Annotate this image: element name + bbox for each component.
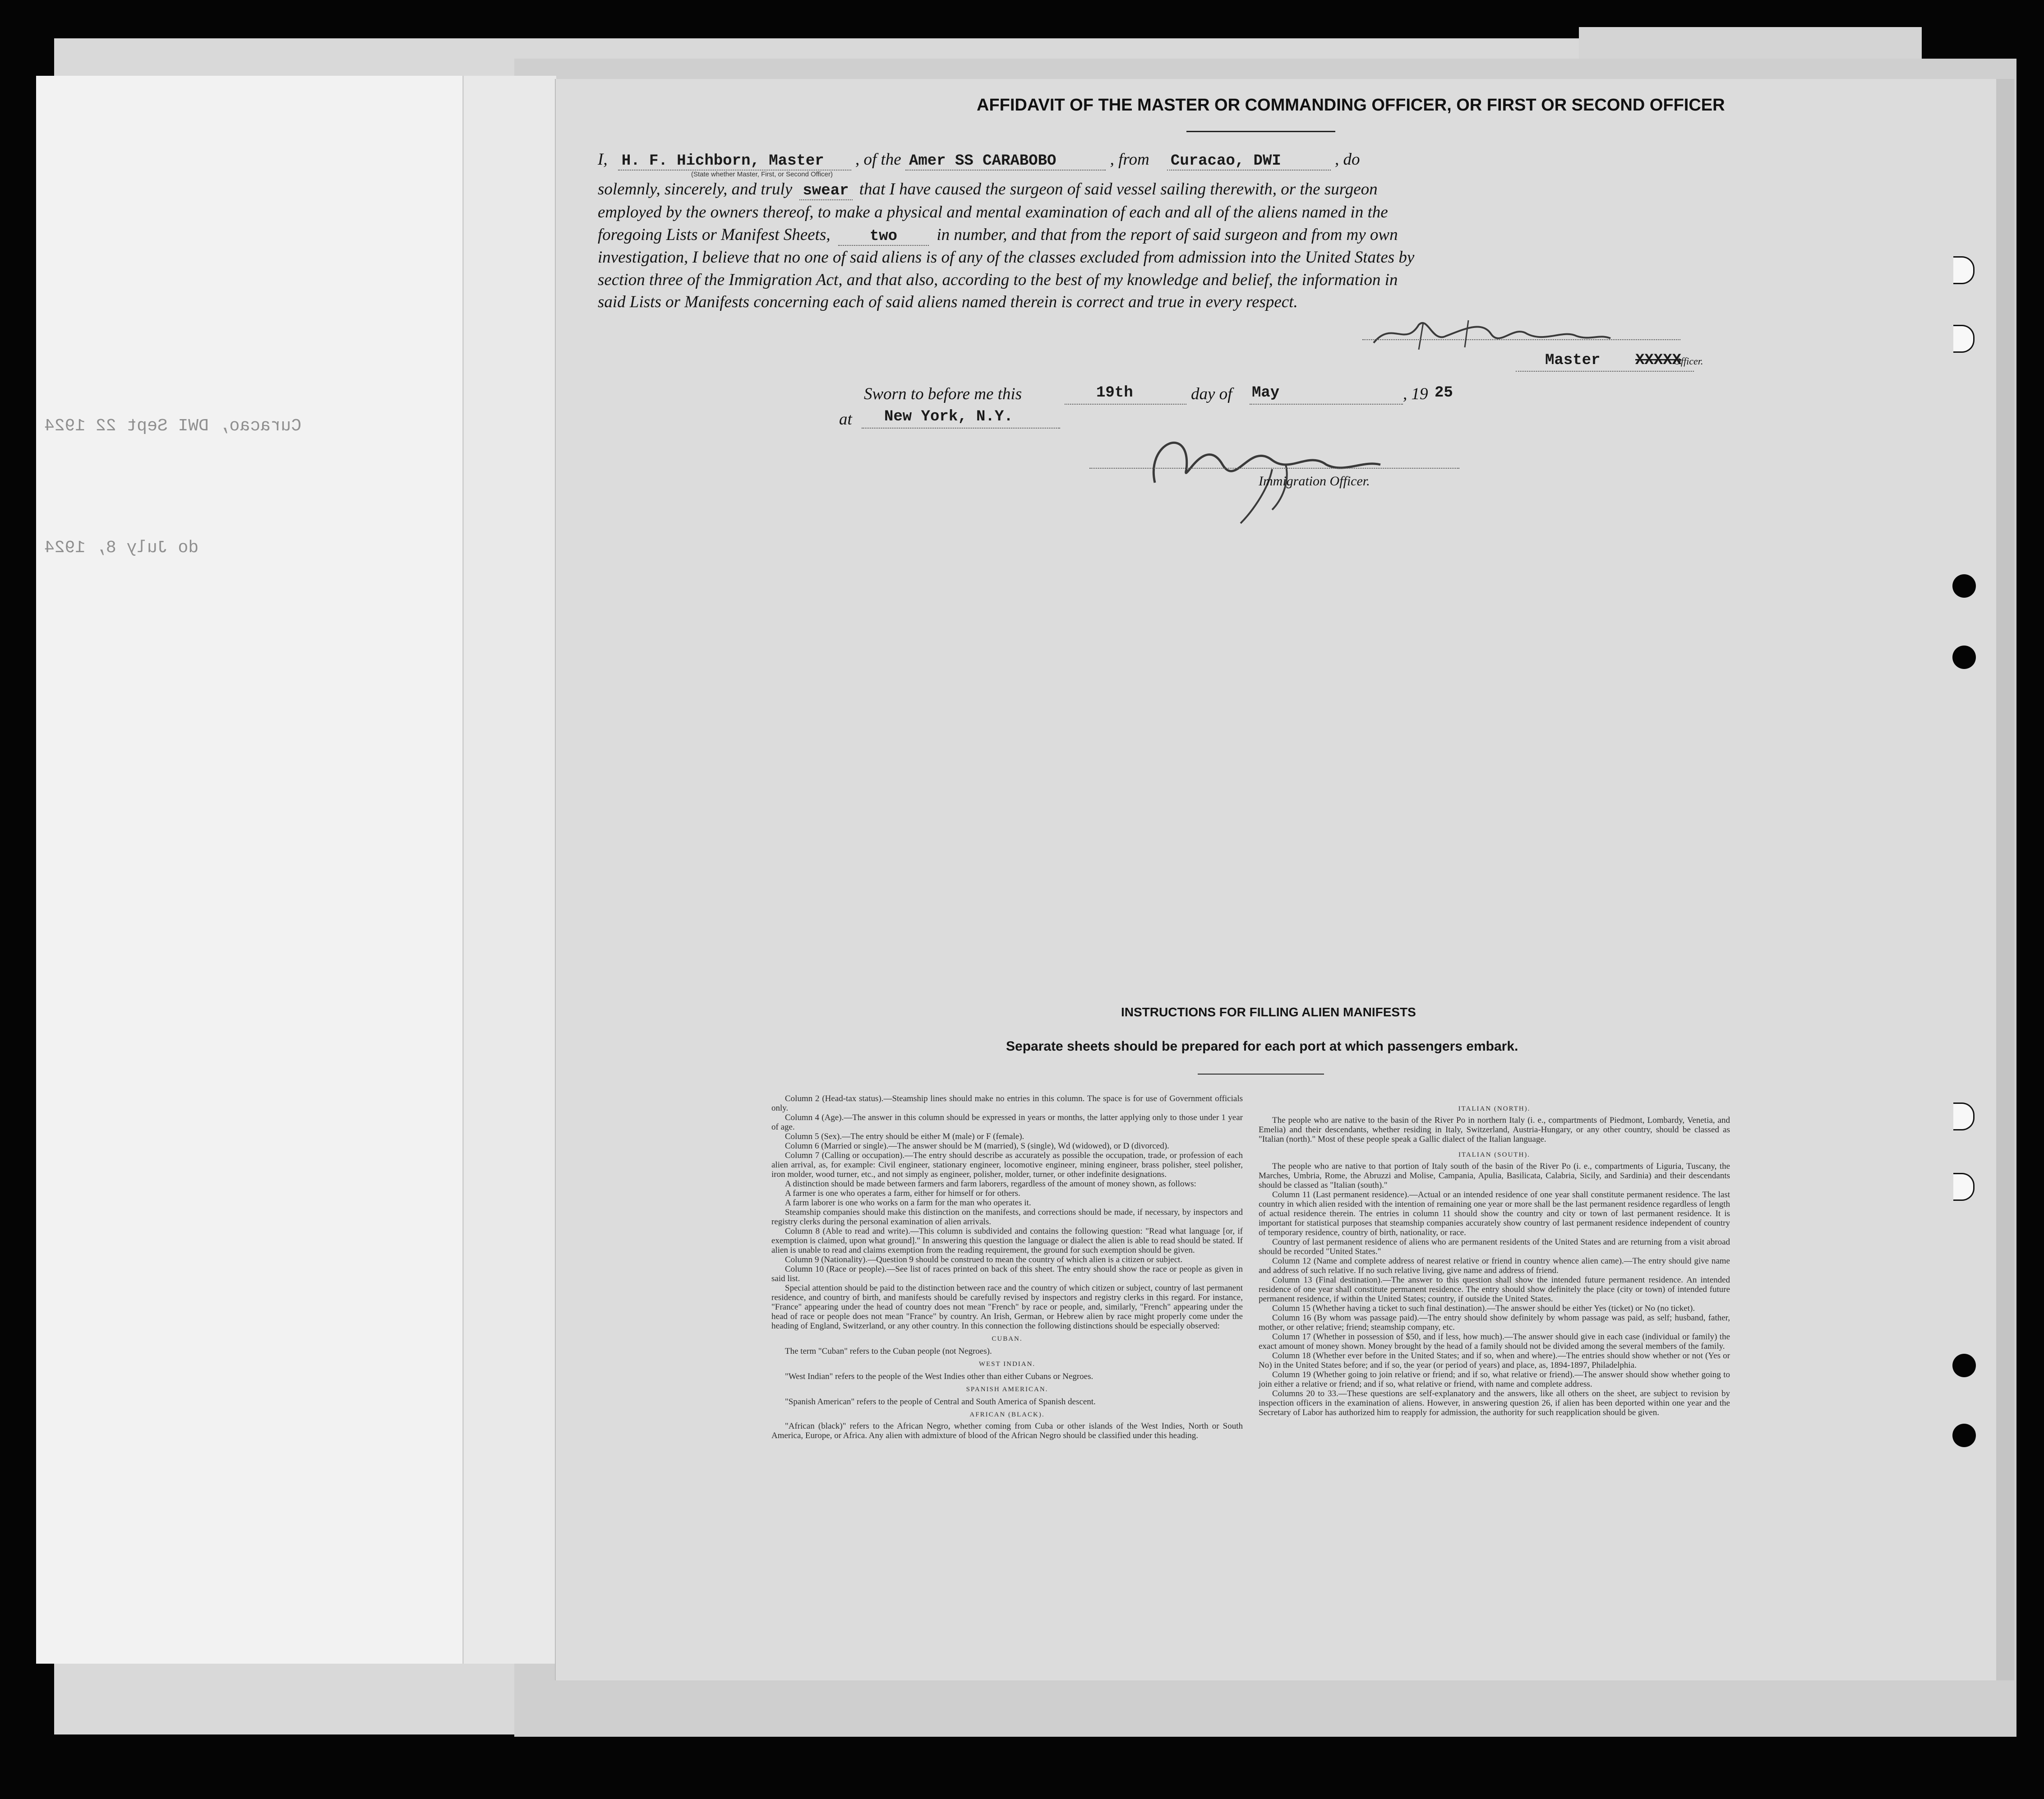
facing-page <box>36 76 462 1664</box>
instruction-paragraph: Column 2 (Head-tax status).—Steamship lines should make no entries in this column. The space is for use of Government officials only. <box>771 1094 1243 1113</box>
sworn-year: 25 <box>1435 384 1453 401</box>
signature-role-line <box>1516 371 1694 372</box>
officer-signature-line <box>1089 468 1459 469</box>
instructions-subtitle: Separate sheets should be prepared for each port at which passengers embark. <box>1006 1039 1518 1054</box>
affidavit-line-2 <box>598 179 1698 202</box>
instruction-paragraph: The people who are native to that portion of Italy south of the basin of the River Po (i. e., compartments of Liguria, Tuscany, the Marches, Umbria, Rome, the Abruzzi and Molise, Campania, Apulia, Basilicata, Calabria, Sicily, and Sardinia) and their descendants should be classed as "Italian (south)." <box>1259 1162 1730 1190</box>
day-line <box>1065 404 1186 405</box>
instruction-paragraph: Column 18 (Whether ever before in the United States; and if so, when and where).—The entries should show whether or not (Yes or No) in the United States before; and if so, the year (or period of years) and place, as, 1894-1897, Philadelphia. <box>1259 1351 1730 1370</box>
sworn-month: May <box>1252 384 1280 401</box>
instruction-paragraph: Column 10 (Race or people).—See list of races printed on back of this sheet. The entry should show the race or people as given in said list. <box>771 1264 1243 1283</box>
punch-hole <box>1952 574 1976 598</box>
at-label: at <box>839 410 852 429</box>
instruction-paragraph: A farm laborer is one who works on a farm for the man who operates it. <box>785 1198 1031 1208</box>
instruction-paragraph: A farmer is one who operates a farm, either for himself or for others. <box>785 1189 1020 1198</box>
instruction-paragraph: "Spanish American" refers to the people of Central and South America of Spanish descent. <box>785 1397 1096 1407</box>
punch-hole <box>1952 1424 1976 1447</box>
instruction-paragraph: "African (black)" refers to the African Negro, whether coming from Cuba or other islands of the West Indies, North or South America, Europe, or Africa. Any alien with admixture of blood of the African Negro should be classified under this heading. <box>771 1421 1243 1440</box>
instruction-paragraph: The people who are native to the basin of the River Po in northern Italy (i. e., compartments of Piedmont, Lombardy, Venetia, and Emelia) and their descendants, whether residing in Italy, Switzerland, Austria-Hungary, or any other country, should be classed as "Italian (north)." Most of these people speak a Gallic dialect of the Italian language. <box>1259 1116 1730 1144</box>
signature-line <box>1362 339 1680 340</box>
instruction-paragraph: Country of last permanent residence of aliens who are permanent residents of the United States and are returning from a visit abroad should be recorded "United States." <box>1259 1237 1730 1256</box>
master-signature <box>1365 311 1617 356</box>
instruction-paragraph: Column 15 (Whether having a ticket to such final destination).—The answer should be either Yes (ticket) or No (no ticket). <box>1272 1304 1695 1313</box>
bleed-through-text: do July 8, 1924 <box>44 538 199 558</box>
section-heading: WEST INDIAN. <box>978 1361 1036 1368</box>
title-rule <box>1186 131 1335 132</box>
instruction-paragraph: Columns 20 to 33.—These questions are self-explanatory and the answers, like all others on the sheet, are subject to revision by inspection officers in the examination of aliens. However, in answering question 26, if alien has been deported within one year and the Secretary of Labor has authorized him to reapply for admission, the authority for such reapplication should be given. <box>1259 1389 1730 1417</box>
instructions-right-column <box>1259 1101 1730 1417</box>
officer-title: Immigration Officer. <box>1259 474 1370 489</box>
signature-suffix: Officer. <box>1674 355 1703 367</box>
instruction-paragraph: Column 17 (Whether in possession of $50, and if less, how much).—The answer should give in each case (individual or family) the exact amount of money shown. Money brought by the head of a family should not be divided among the several members of the family. <box>1259 1332 1730 1351</box>
instruction-paragraph: Special attention should be paid to the distinction between race and the country of which citizen or subject, country of last permanent residence, and country of birth, and manifests should be carefully revised by inspectors and registry clerks in this regard. For instance, "France" appearing under the head of country does not mean "French" by race or people, and, similarly, "French" appearing under the head of race or people does not mean "France" by country. An Irish, German, or Hebrew alien by race might properly come under the heading of England, Switzerland, or any other country. In this connection the following distinctions should be especially observed: <box>771 1283 1243 1331</box>
instruction-paragraph: A distinction should be made between farmers and farm laborers, regardless of the amount of money shown, as follows: <box>785 1179 1196 1189</box>
section-heading: CUBAN. <box>992 1335 1023 1342</box>
text: solemnly, sincerely, and truly <box>598 180 793 198</box>
instruction-paragraph: Steamship companies should make this distinction on the manifests, and corrections should be made, if necessary, by inspectors and registry clerks during the personal examination of alien arrivals. <box>771 1208 1243 1227</box>
instruction-paragraph: Column 5 (Sex).—The entry should be either M (male) or F (female). <box>785 1132 1024 1141</box>
day-of-label: day of <box>1191 385 1232 403</box>
section-heading: AFRICAN (BLACK). <box>969 1411 1045 1418</box>
affidavit-line-7: said Lists or Manifests concerning each of said aliens named therein is correct and true in every respect. <box>598 293 1298 311</box>
text: , do <box>1335 150 1360 169</box>
place-line <box>862 428 1060 429</box>
officer-note: (State whether Master, First, or Second Officer) <box>691 171 833 178</box>
sheet-edge <box>1996 79 2014 1680</box>
instruction-paragraph: Column 19 (Whether going to join relative or friend; and if so, what relative or friend).—The answer should show whether going to join either a relative or friend; and if so, what relative or friend, with name and complete address. <box>1259 1370 1730 1389</box>
section-heading: ITALIAN (SOUTH). <box>1458 1151 1531 1158</box>
punch-hole <box>1952 1354 1976 1377</box>
affidavit-line-4 <box>598 224 1698 247</box>
year-prefix: , 19 <box>1403 385 1428 403</box>
instruction-paragraph: Column 8 (Able to read and write).—This column is subdivided and contains the following question: "Read what language [or, if exemption is claimed, upon what ground]." In answering this question the language or dialect the alien is able to read should be stated. If alien is unable to read and claims exemption from the reading requirement, the ground for such exemption should be given. <box>771 1227 1243 1255</box>
text: I, <box>598 150 608 169</box>
text: foregoing Lists or Manifest Sheets, <box>598 226 831 244</box>
instruction-paragraph: Column 12 (Name and complete address of nearest relative or friend in country whence alien came).—The entry should give name and address of such relative. If no such relative living, give name and address of friend. <box>1259 1256 1730 1275</box>
affidavit-line-1 <box>598 149 1698 172</box>
section-heading: ITALIAN (NORTH). <box>1458 1105 1531 1112</box>
vessel-name: Amer SS CARABOBO <box>905 152 1106 171</box>
instruction-paragraph: "West Indian" refers to the people of the West Indies other than either Cubans or Negroes. <box>785 1372 1094 1381</box>
oath-word: swear <box>799 182 853 200</box>
instruction-paragraph: Column 9 (Nationality).—Question 9 should be construed to mean the country of which alien is a citizen or subject. <box>785 1255 1183 1264</box>
instructions-left-column <box>771 1094 1243 1440</box>
officer-signature <box>1137 415 1426 528</box>
affidavit-line-5: investigation, I believe that no one of said aliens is of any of the classes excluded from admission into the United States by <box>598 248 1415 267</box>
text: in number, and that from the report of said surgeon and from my own <box>937 226 1398 244</box>
sheet-count: two <box>838 228 929 246</box>
facing-page-margin <box>44 76 556 1664</box>
section-heading: SPANISH AMERICAN. <box>966 1386 1048 1393</box>
text: , of the <box>855 150 901 169</box>
affidavit-line-6: section three of the Immigration Act, and that also, according to the best of my knowledge and belief, the information in <box>598 271 1398 289</box>
text: that I have caused the surgeon of said vessel sailing therewith, or the surgeon <box>859 180 1378 198</box>
instruction-paragraph: Column 4 (Age).—The answer in this column should be expressed in years or months, the latter applying only to those under 1 year of age. <box>771 1113 1243 1132</box>
sworn-day: 19th <box>1096 384 1133 401</box>
instructions-rule <box>1198 1074 1324 1075</box>
instruction-paragraph: Column 16 (By whom was passage paid).—The entry should show definitely by whom passage was paid, as self; husband, father, mother, or other relative; friend; steamship company, etc. <box>1259 1313 1730 1332</box>
instruction-paragraph: Column 7 (Calling or occupation).—The entry should describe as accurately as possible the occupation, trade, or profession of each alien arrival, as, for example: Civil engineer, stationary engineer, locomotive engineer, mining engineer, brass polisher, steel polisher, iron molder, wood turner, etc., and not simply as engineer, polisher, molder, turner, or other indefinite designations. <box>771 1151 1243 1179</box>
departure-port: Curacao, DWI <box>1167 152 1331 171</box>
sworn-label: Sworn to before me this <box>864 385 1022 403</box>
signature-struck: XXXXX <box>1635 352 1682 369</box>
month-line <box>1250 404 1403 405</box>
instruction-paragraph: Column 11 (Last permanent residence).—Actual or an intended residence of one year shall constitute permanent residence. The last country in which alien resided with the intention of remaining one year or more shall be the last permanent residence regardless of length of actual residence therein. The entries in column 11 should show the country and city or town of last permanent residence. It is important for statistical purposes that steamship companies accurately show country of last permanent residence independent of country of temporary residence, country of birth, nationality, or race. <box>1259 1190 1730 1237</box>
instructions-title: INSTRUCTIONS FOR FILLING ALIEN MANIFESTS <box>1121 1005 1416 1019</box>
affidavit-title: AFFIDAVIT OF THE MASTER OR COMMANDING OFFICER, OR FIRST OR SECOND OFFICER <box>977 96 1725 115</box>
signature-role: Master <box>1545 352 1601 369</box>
punch-hole <box>1952 646 1976 669</box>
instruction-paragraph: Column 6 (Married or single).—The answer should be M (married), S (single), Wd (widowed), or D (divorced). <box>785 1141 1169 1151</box>
instruction-paragraph: Column 13 (Final destination).—The answer to this question shall show the intended future permanent residence. An intended residence of one year shall constitute permanent residence. The entry should show definitely the place (city or town) of intended future permanent residence, if within the United States; country, if outside the United States. <box>1259 1275 1730 1304</box>
instruction-paragraph: The term "Cuban" refers to the Cuban people (not Negroes). <box>785 1347 992 1356</box>
affidavit-line-3: employed by the owners thereof, to make a physical and mental examination of each and all of the aliens named in the <box>598 203 1388 221</box>
bleed-through-text: Curacao, DWI Sept 22 1924 <box>44 416 302 436</box>
sworn-place: New York, N.Y. <box>884 408 1013 425</box>
text: , from <box>1110 150 1149 169</box>
officer-name: H. F. Hichborn, Master <box>618 152 851 171</box>
